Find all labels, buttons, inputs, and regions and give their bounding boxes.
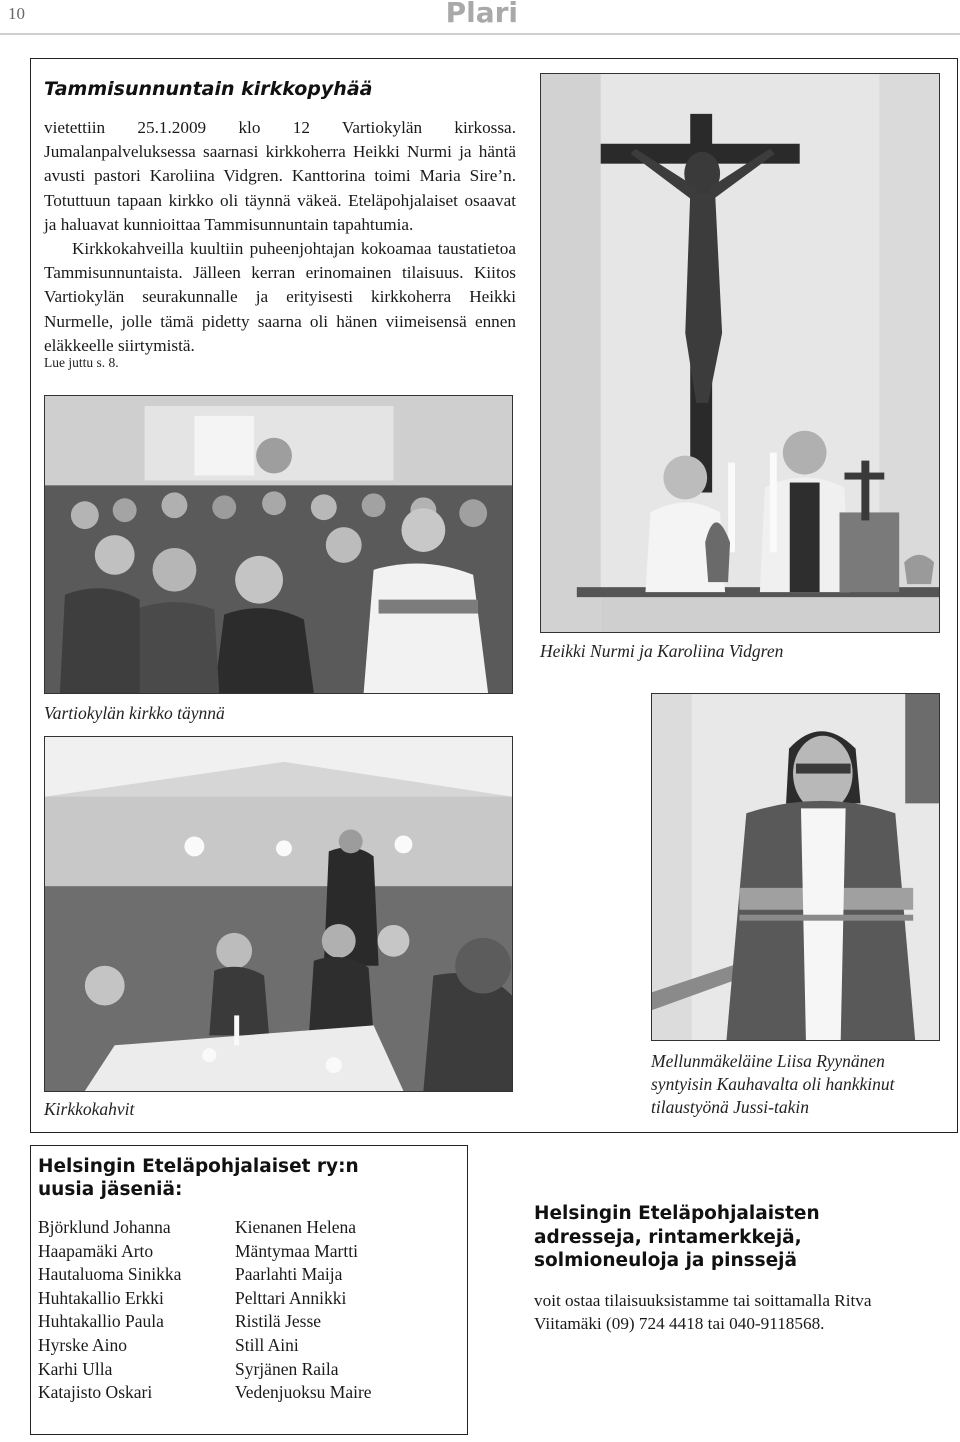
member-name: Mäntymaa Martti (235, 1240, 358, 1261)
member-name: Katajisto Oskari (38, 1382, 153, 1403)
masthead-rule (0, 33, 960, 35)
article-paragraph-2: Kirkkokahveilla kuultiin puheenjohtajan kokoamaa taustatietoa Tammisunnuntaista. Jälleen kerran erinomainen tilaisuus. Kiitos Vartiokylän seurakunnalle ja erityisesti kirkkoherra Heikki Nurmelle, jolle tämä pidetty saarna oli hänen viimeisensä ennen eläkkeelle siirtymistä. (44, 239, 516, 355)
article-body (44, 116, 516, 358)
masthead (0, 0, 960, 34)
member-name: Paarlahti Maija (235, 1264, 343, 1285)
congregation-photo-caption: Vartiokylän kirkko täynnä (44, 703, 225, 723)
altar-photo (540, 73, 940, 633)
new-members-title: Helsingin Eteläpohjalaiset ry:n uusia jäseniä: (38, 1156, 359, 1200)
coffee-photo-caption: Kirkkokahvit (44, 1099, 135, 1119)
member-name: Still Aini (235, 1334, 299, 1355)
read-more-note: Lue juttu s. 8. (44, 355, 119, 370)
member-name: Pelttari Annikki (235, 1287, 347, 1308)
magazine-title: Plari (445, 0, 518, 29)
member-name: Huhtakallio Paula (38, 1311, 164, 1332)
offer-text: voit ostaa tilaisuuksistamme tai soittamalla Ritva Viitamäki (09) 724 4418 tai 040-9118568. (534, 1291, 872, 1333)
members-right-column (235, 1216, 372, 1405)
coffee-photo (44, 736, 513, 1092)
member-name: Björklund Johanna (38, 1217, 171, 1237)
member-name: Kienanen Helena (235, 1217, 356, 1237)
member-name: Vedenjuoksu Maire (235, 1382, 372, 1403)
altar-photo-caption: Heikki Nurmi ja Karoliina Vidgren (540, 641, 784, 661)
article-paragraph-1: vietettiin 25.1.2009 klo 12 Vartiokylän kirkossa. Jumalanpalveluksessa saarnasi kirkkoherra Heikki Nurmi ja häntä avusti pastori Karoliina Vidgren. Kanttorina toimi Maria Sire’n. Totuttuun tapaan kirkko oli täynnä väkeä. Eteläpohjalaiset osaavat ja haluavat kunnioittaa Tammisunnuntain tapahtumia. (44, 118, 516, 234)
member-name: Hautaluoma Sinikka (38, 1264, 182, 1285)
member-name: Huhtakallio Erkki (38, 1287, 164, 1308)
member-name: Ristilä Jesse (235, 1311, 322, 1332)
page-number: 10 (8, 4, 25, 23)
member-name: Hyrske Aino (38, 1334, 127, 1355)
article-headline: Tammisunnuntain kirkkopyhää (44, 78, 373, 100)
member-name: Haapamäki Arto (38, 1240, 154, 1261)
portrait-photo (651, 693, 940, 1041)
congregation-photo (44, 395, 513, 694)
member-name: Syrjänen Raila (235, 1358, 339, 1379)
portrait-photo-caption: Mellunmäkeläine Liisa Ryynänen syntyisin Kauhavalta oli hankkinut tilaustyönä Jussi-takin (651, 1051, 895, 1117)
offer-title: Helsingin Eteläpohjalaisten adresseja, rintamerkkejä, solmioneuloja ja pinssejä (534, 1203, 820, 1271)
member-name: Karhi Ulla (38, 1358, 113, 1379)
members-left-column (38, 1216, 181, 1405)
